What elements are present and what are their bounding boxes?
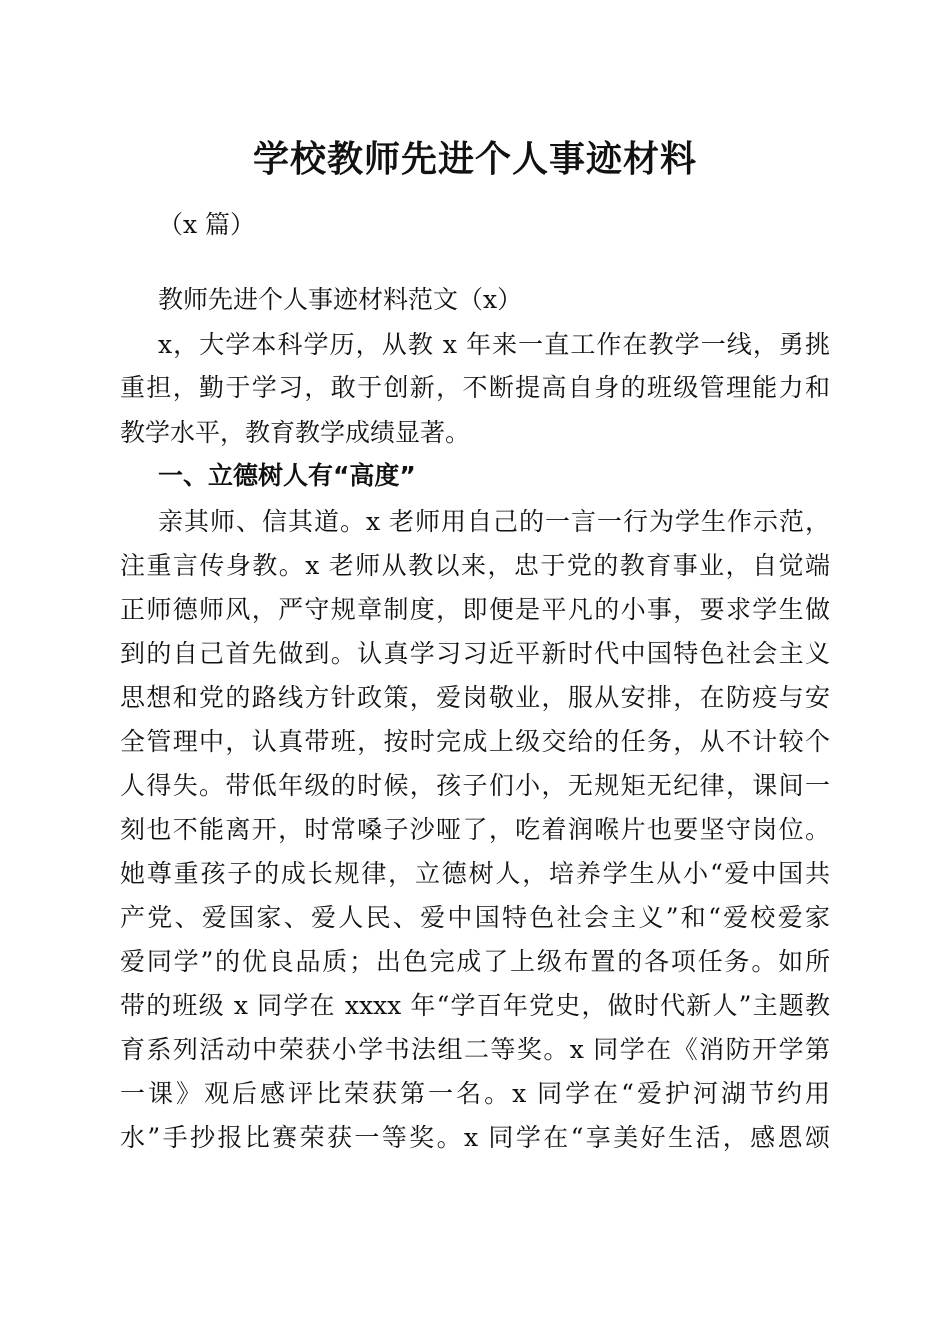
section-one-line-1: 亲其师、信其道。x 老师用自己的一言一行为学生作示范， [158,507,830,536]
section-one-line-9: 她尊重孩子的成长规律，立德树人，培养学生从小“爱中国共 [120,859,830,888]
intro-line-1: x，大学本科学历，从教 x 年来一直工作在教学一线，勇挑 [158,330,830,359]
section-one-line-7: 人得失。带低年级的时候，孩子们小，无规矩无纪律，课间一 [120,771,830,800]
section-one-line-3: 正师德师风，严守规章制度，即便是平凡的小事，要求学生做 [120,595,830,624]
section-one-line-10: 产党、爱国家、爱人民、爱中国特色社会主义”和“爱校爱家 [120,903,830,932]
section-one-line-8: 刻也不能离开，时常嗓子沙哑了，吃着润喉片也要坚守岗位。 [120,815,830,844]
subtitle: （x 篇） [158,210,256,239]
section-one-line-2: 注重言传身教。x 老师从教以来，忠于党的教育事业，自觉端 [120,551,830,580]
intro-line-2: 重担，勤于学习，敢于创新，不断提高自身的班级管理能力和 [120,373,830,402]
section-one-line-6: 全管理中，认真带班，按时完成上级交给的任务，从不计较个 [120,727,830,756]
section-one-line-15: 水”手抄报比赛荣获一等奖。x 同学在“享美好生活，感恩颂 [120,1123,830,1152]
section-one-line-14: 一课》观后感评比荣获第一名。x 同学在“爱护河湖节约用 [120,1079,830,1108]
section-one-line-13: 育系列活动中荣获小学书法组二等奖。x 同学在《消防开学第 [120,1035,830,1064]
section-one-line-12: 带的班级 x 同学在 xxxx 年“学百年党史，做时代新人”主题教 [120,991,830,1020]
section-one-line-11: 爱同学”的优良品质；出色完成了上级布置的各项任务。如所 [120,947,830,976]
document-title: 学校教师先进个人事迹材料 [252,138,697,180]
section-one-line-4: 到的自己首先做到。认真学习习近平新时代中国特色社会主义 [120,639,830,668]
sample-heading: 教师先进个人事迹材料范文（x） [158,285,523,314]
intro-line-3: 教学水平，教育教学成绩显著。 [120,418,471,447]
section-one-heading: 一、立德树人有“高度” [158,461,416,490]
section-one-line-5: 思想和党的路线方针政策，爱岗敬业，服从安排，在防疫与安 [120,683,830,712]
